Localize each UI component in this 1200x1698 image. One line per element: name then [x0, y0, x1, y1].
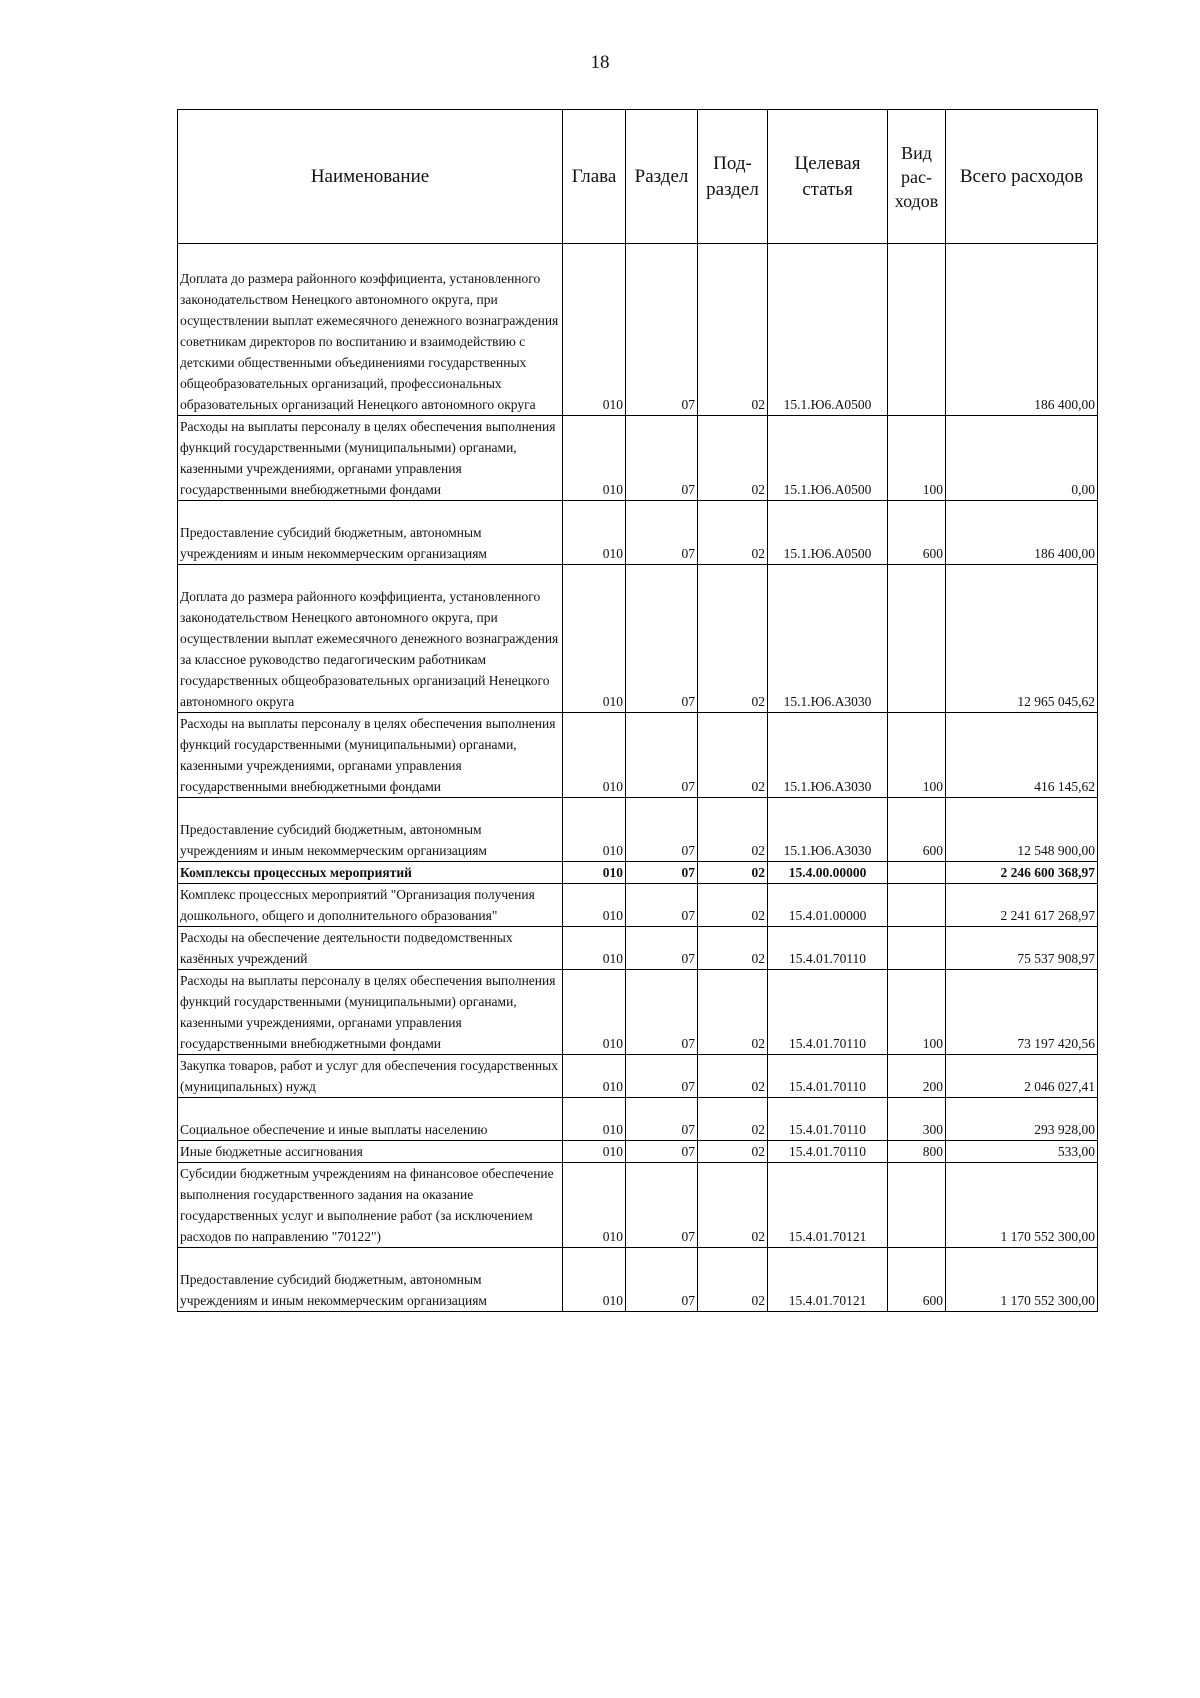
cell-razdel: 07 [626, 501, 698, 565]
cell-name: Доплата до размера районного коэффициента, установленного законодательством Ненецкого автономного округа, при осуществлении выплат ежемесячного денежного вознаграждения советникам директоров по воспитанию и взаимодействию с детскими общественными объединениями государственных общеобразовательных организаций, профессиональных образовательных организаций Ненецкого автономного округа [178, 244, 563, 416]
cell-total: 2 241 617 268,97 [946, 884, 1098, 927]
cell-glava: 010 [563, 416, 626, 501]
cell-name: Субсидии бюджетным учреждениям на финансовое обеспечение выполнения государственного задания на оказание государственных услуг и выполнение работ (за исключением расходов по направлению "70122") [178, 1163, 563, 1248]
cell-name: Закупка товаров, работ и услуг для обеспечения государственных (муниципальных) нужд [178, 1055, 563, 1098]
cell-expense-type [888, 1163, 946, 1248]
cell-total: 0,00 [946, 416, 1098, 501]
cell-name: Социальное обеспечение и иные выплаты населению [178, 1098, 563, 1141]
cell-expense-type: 100 [888, 970, 946, 1055]
cell-total: 186 400,00 [946, 244, 1098, 416]
cell-expense-type: 100 [888, 416, 946, 501]
cell-total: 12 548 900,00 [946, 798, 1098, 862]
header-razdel: Раздел [626, 110, 698, 244]
table-row [178, 884, 1098, 927]
cell-expense-type: 600 [888, 1248, 946, 1312]
table-row [178, 862, 1098, 884]
cell-podrazdel: 02 [698, 1098, 768, 1141]
cell-total: 1 170 552 300,00 [946, 1163, 1098, 1248]
cell-target-article: 15.4.01.70110 [768, 927, 888, 970]
cell-target-article: 15.1.Ю6.А3030 [768, 565, 888, 713]
cell-expense-type: 800 [888, 1141, 946, 1163]
cell-expense-type [888, 565, 946, 713]
cell-target-article: 15.4.01.70121 [768, 1248, 888, 1312]
table-body [178, 244, 1098, 1312]
cell-glava: 010 [563, 1055, 626, 1098]
cell-glava: 010 [563, 1141, 626, 1163]
cell-total: 2 246 600 368,97 [946, 862, 1098, 884]
cell-total: 75 537 908,97 [946, 927, 1098, 970]
header-row [178, 110, 1098, 244]
table-row [178, 244, 1098, 416]
cell-razdel: 07 [626, 1055, 698, 1098]
cell-name: Доплата до размера районного коэффициента, установленного законодательством Ненецкого автономного округа, при осуществлении выплат ежемесячного денежного вознаграждения за классное руководство педагогическим работникам государственных общеобразовательных организаций Ненецкого автономного округа [178, 565, 563, 713]
cell-name: Расходы на обеспечение деятельности подведомственных казённых учреждений [178, 927, 563, 970]
cell-target-article: 15.4.01.70110 [768, 1141, 888, 1163]
table-row [178, 501, 1098, 565]
cell-razdel: 07 [626, 1098, 698, 1141]
header-expense-type: Вид рас- ходов [888, 110, 946, 244]
cell-razdel: 07 [626, 244, 698, 416]
table-row [178, 565, 1098, 713]
cell-glava: 010 [563, 244, 626, 416]
cell-podrazdel: 02 [698, 1163, 768, 1248]
budget-table [177, 109, 1098, 1312]
cell-podrazdel: 02 [698, 970, 768, 1055]
cell-razdel: 07 [626, 1248, 698, 1312]
table-row [178, 416, 1098, 501]
cell-glava: 010 [563, 713, 626, 798]
header-total: Всего расходов [946, 110, 1098, 244]
cell-expense-type: 100 [888, 713, 946, 798]
cell-total: 73 197 420,56 [946, 970, 1098, 1055]
cell-total: 533,00 [946, 1141, 1098, 1163]
cell-expense-type [888, 244, 946, 416]
cell-target-article: 15.1.Ю6.А0500 [768, 501, 888, 565]
cell-glava: 010 [563, 862, 626, 884]
cell-target-article: 15.1.Ю6.А3030 [768, 798, 888, 862]
cell-glava: 010 [563, 1098, 626, 1141]
table-row [178, 970, 1098, 1055]
cell-total: 416 145,62 [946, 713, 1098, 798]
cell-expense-type: 600 [888, 798, 946, 862]
cell-glava: 010 [563, 970, 626, 1055]
cell-total: 1 170 552 300,00 [946, 1248, 1098, 1312]
table-row [178, 798, 1098, 862]
table-row [178, 927, 1098, 970]
table-row [178, 1248, 1098, 1312]
cell-name: Комплексы процессных мероприятий [178, 862, 563, 884]
cell-total: 2 046 027,41 [946, 1055, 1098, 1098]
cell-glava: 010 [563, 798, 626, 862]
header-name: Наименование [178, 110, 563, 244]
cell-podrazdel: 02 [698, 1141, 768, 1163]
cell-podrazdel: 02 [698, 501, 768, 565]
cell-podrazdel: 02 [698, 713, 768, 798]
page-number: 18 [590, 52, 610, 73]
cell-name: Предоставление субсидий бюджетным, автономным учреждениям и иным некоммерческим организациям [178, 798, 563, 862]
cell-name: Расходы на выплаты персоналу в целях обеспечения выполнения функций государственными (муниципальными) органами, казенными учреждениями, органами управления государственными внебюджетными фондами [178, 970, 563, 1055]
cell-razdel: 07 [626, 927, 698, 970]
cell-razdel: 07 [626, 1141, 698, 1163]
cell-podrazdel: 02 [698, 798, 768, 862]
cell-podrazdel: 02 [698, 565, 768, 713]
cell-glava: 010 [563, 884, 626, 927]
cell-podrazdel: 02 [698, 416, 768, 501]
cell-expense-type [888, 884, 946, 927]
cell-expense-type: 300 [888, 1098, 946, 1141]
cell-podrazdel: 02 [698, 862, 768, 884]
cell-target-article: 15.4.00.00000 [768, 862, 888, 884]
cell-target-article: 15.4.01.00000 [768, 884, 888, 927]
cell-total: 12 965 045,62 [946, 565, 1098, 713]
cell-target-article: 15.1.Ю6.А0500 [768, 416, 888, 501]
cell-razdel: 07 [626, 884, 698, 927]
cell-razdel: 07 [626, 416, 698, 501]
cell-name: Расходы на выплаты персоналу в целях обеспечения выполнения функций государственными (муниципальными) органами, казенными учреждениями, органами управления государственными внебюджетными фондами [178, 713, 563, 798]
cell-razdel: 07 [626, 565, 698, 713]
table-row [178, 1055, 1098, 1098]
cell-target-article: 15.4.01.70110 [768, 1055, 888, 1098]
cell-total: 293 928,00 [946, 1098, 1098, 1141]
cell-target-article: 15.4.01.70110 [768, 1098, 888, 1141]
cell-name: Иные бюджетные ассигнования [178, 1141, 563, 1163]
header-glava: Глава [563, 110, 626, 244]
cell-razdel: 07 [626, 1163, 698, 1248]
cell-podrazdel: 02 [698, 1055, 768, 1098]
cell-razdel: 07 [626, 798, 698, 862]
cell-expense-type: 200 [888, 1055, 946, 1098]
cell-podrazdel: 02 [698, 244, 768, 416]
cell-target-article: 15.1.Ю6.А3030 [768, 713, 888, 798]
cell-glava: 010 [563, 501, 626, 565]
cell-name: Предоставление субсидий бюджетным, автономным учреждениям и иным некоммерческим организациям [178, 501, 563, 565]
cell-razdel: 07 [626, 970, 698, 1055]
cell-glava: 010 [563, 1163, 626, 1248]
cell-name: Комплекс процессных мероприятий "Организация получения дошкольного, общего и дополнительного образования" [178, 884, 563, 927]
table-row [178, 1163, 1098, 1248]
table-row [178, 713, 1098, 798]
cell-razdel: 07 [626, 862, 698, 884]
cell-razdel: 07 [626, 713, 698, 798]
cell-target-article: 15.4.01.70110 [768, 970, 888, 1055]
table-row [178, 1098, 1098, 1141]
cell-total: 186 400,00 [946, 501, 1098, 565]
cell-name: Предоставление субсидий бюджетным, автономным учреждениям и иным некоммерческим организациям [178, 1248, 563, 1312]
cell-podrazdel: 02 [698, 884, 768, 927]
cell-glava: 010 [563, 927, 626, 970]
cell-name: Расходы на выплаты персоналу в целях обеспечения выполнения функций государственными (муниципальными) органами, казенными учреждениями, органами управления государственными внебюджетными фондами [178, 416, 563, 501]
cell-target-article: 15.1.Ю6.А0500 [768, 244, 888, 416]
header-podrazdel: Под- раздел [698, 110, 768, 244]
cell-glava: 010 [563, 1248, 626, 1312]
cell-podrazdel: 02 [698, 1248, 768, 1312]
cell-expense-type [888, 927, 946, 970]
table-row [178, 1141, 1098, 1163]
cell-glava: 010 [563, 565, 626, 713]
header-target-article: Целевая статья [768, 110, 888, 244]
cell-expense-type: 600 [888, 501, 946, 565]
cell-podrazdel: 02 [698, 927, 768, 970]
cell-target-article: 15.4.01.70121 [768, 1163, 888, 1248]
cell-expense-type [888, 862, 946, 884]
